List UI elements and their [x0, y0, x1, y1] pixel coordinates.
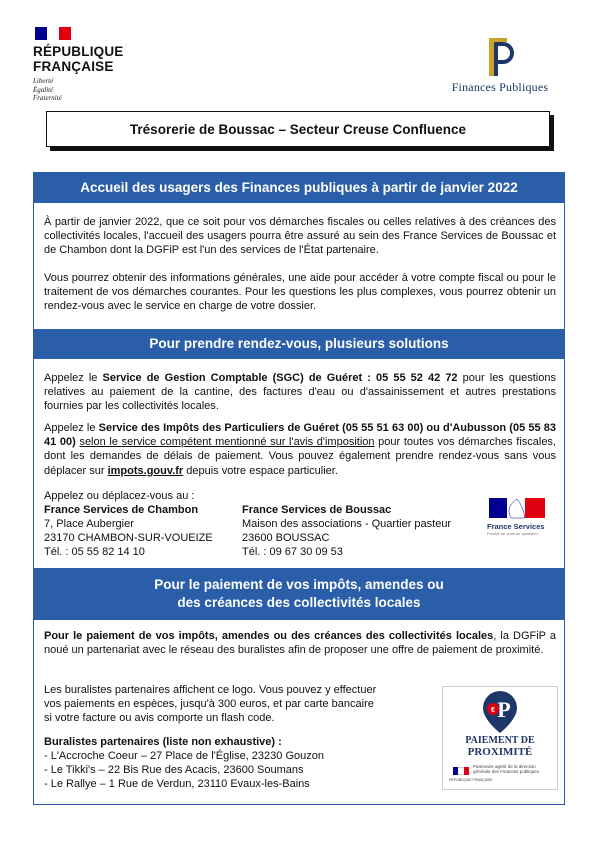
- france-services-marianne-icon: [487, 495, 547, 521]
- rf-motto: [33, 77, 143, 103]
- svg-text:€: €: [491, 707, 495, 714]
- section3-heading: [34, 568, 564, 620]
- svg-text:P: P: [497, 697, 511, 722]
- boussac-phone: Tél. : 09 67 30 09 53: [242, 546, 343, 558]
- sgc-text-a: Appelez le: [44, 372, 103, 384]
- sip-underlined: selon le service compétent mentionné sur l'avis d'imposition: [79, 436, 375, 449]
- sgc-text-c: pour les questions relatives au paiement de la cantine, des factures d'eau ou d'assainissement et autres prestations fournies par les collectivités locales.: [44, 372, 556, 413]
- sgc-phone: Service de Gestion Comptable (SGC) de Guéret : 05 55 52 42 72: [102, 372, 458, 384]
- pdp-line2: PROXIMITÉ: [467, 746, 533, 758]
- section3-heading-line1: Pour le paiement de vos impôts, amendes ou: [154, 577, 444, 592]
- page-title: Trésorerie de Boussac – Secteur Creuse Confluence: [46, 111, 550, 147]
- sip-text-g: depuis votre espace particulier.: [183, 464, 338, 477]
- list-item: - L'Accroche Coeur – 27 Place de l'Église, 23230 Gouzon: [44, 750, 324, 762]
- contact-intro: Appelez ou déplacez-vous au :: [44, 490, 195, 502]
- fp-label: Finances Publiques: [451, 80, 549, 94]
- buralistes-line3: si votre facture ou avis comporte un flash code.: [44, 712, 275, 724]
- chambon-name: France Services de Chambon: [44, 504, 199, 516]
- section2-heading-text: Pour prendre rendez-vous, plusieurs solutions: [149, 336, 449, 351]
- buralistes-line2: vos paiements en espèces, jusqu'à 300 euros, et par carte bancaire: [44, 698, 374, 710]
- pdp-line1: PAIEMENT DE: [465, 735, 535, 746]
- sip-phones: Service des Impôts des Particuliers de Guéret (05 55 51 63 00) ou d'Aubusson (05 55 83 41 00): [44, 422, 556, 449]
- chambon-city: 23170 CHAMBON-SUR-VOUEIZE: [44, 532, 213, 544]
- motto-fraternite: Fraternité: [33, 94, 62, 102]
- buralistes-line1: Les buralistes partenaires affichent ce logo. Vous pouvez y effectuer: [44, 684, 377, 696]
- sgc-paragraph: [44, 371, 556, 414]
- france-services-tagline: Proche de vous au quotidien: [487, 531, 538, 536]
- sip-text-e: pour toutes vos démarches fiscales, dont les demandes de délais de paiement. Vous pouvez également prendre rendez-vous sans vous déplacer sur: [44, 436, 556, 477]
- section1-paragraph1: À partir de janvier 2022, que ce soit pour vos démarches fiscales ou celles relatives à des créances des collectivités locales, l'accueil des usagers pourra être assuré au sein des France Services de Boussac et de Chambon dont la DGFiP est l'un des services de l'État partenaire.: [44, 216, 556, 257]
- section1-paragraph2: Vous pourrez obtenir des informations générales, une aide pour accéder à votre compte fiscal ou pour le traitement de vos démarches courantes. Pour les questions les plus complexes, vous pourrez obtenir un rendez-vous avec le service en charge de votre dossier.: [44, 272, 556, 313]
- contact-boussac: [242, 503, 451, 559]
- paiement-proximite-logo: [442, 686, 558, 790]
- france-services-name: France Services: [487, 522, 545, 531]
- rf-title-line1: RÉPUBLIQUE: [33, 44, 124, 59]
- finances-publiques-logo: [430, 34, 570, 95]
- sip-text-a: Appelez le: [44, 422, 99, 434]
- france-services-logo: [487, 495, 551, 541]
- chambon-address: 7, Place Aubergier: [44, 518, 134, 530]
- payment-bold: Pour le paiement de vos impôts, amendes ou des créances des collectivités locales: [44, 630, 494, 642]
- contact-chambon: [44, 489, 213, 559]
- section3-heading-line2: des créances des collectivités locales: [177, 595, 421, 610]
- buralistes-list: [44, 735, 324, 791]
- pdp-partner-text: Partenaire agréé de la direction générale des Finances publiques: [473, 764, 540, 775]
- rf-title-line2: FRANÇAISE: [33, 59, 114, 74]
- location-pin-p-icon: [443, 687, 557, 735]
- payment-text: , la DGFiP a noué un partenariat avec le réseau des buralistes afin de proposer une offre de paiement de proximité.: [44, 630, 556, 657]
- buralistes-list-title: Buralistes partenaires (liste non exhaustive) :: [44, 736, 282, 748]
- main-content: [33, 172, 565, 805]
- impots-gouv-link[interactable]: impots.gouv.fr: [107, 464, 184, 477]
- list-item: - Le Tikki's – 22 Bis Rue des Acacis, 23600 Soumans: [44, 764, 304, 776]
- boussac-name: France Services de Boussac: [242, 504, 392, 516]
- section2-heading: [34, 329, 564, 359]
- motto-liberte: Liberté: [33, 77, 54, 85]
- pdp-rf-text: RÉPUBLIQUE FRANÇAISE: [449, 778, 493, 782]
- fp-monogram-icon: [480, 34, 520, 78]
- section1-heading: [34, 173, 564, 203]
- french-flag-icon: [35, 27, 71, 40]
- chambon-phone: Tél. : 05 55 82 14 10: [44, 546, 145, 558]
- pdp-flag-icon: [453, 767, 469, 775]
- motto-egalite: Égalité: [33, 85, 54, 94]
- list-item: - Le Rallye – 1 Rue de Verdun, 23110 Evaux-les-Bains: [44, 778, 310, 790]
- buralistes-paragraph: [44, 683, 376, 725]
- payment-paragraph: [44, 629, 556, 657]
- boussac-address: Maison des associations - Quartier pasteur: [242, 518, 452, 530]
- rf-title: [33, 44, 143, 74]
- sip-paragraph: [44, 421, 556, 478]
- boussac-city: 23600 BOUSSAC: [242, 532, 330, 544]
- section1-heading-text: Accueil des usagers des Finances publiques à partir de janvier 2022: [80, 180, 518, 195]
- republique-francaise-logo: [33, 27, 143, 103]
